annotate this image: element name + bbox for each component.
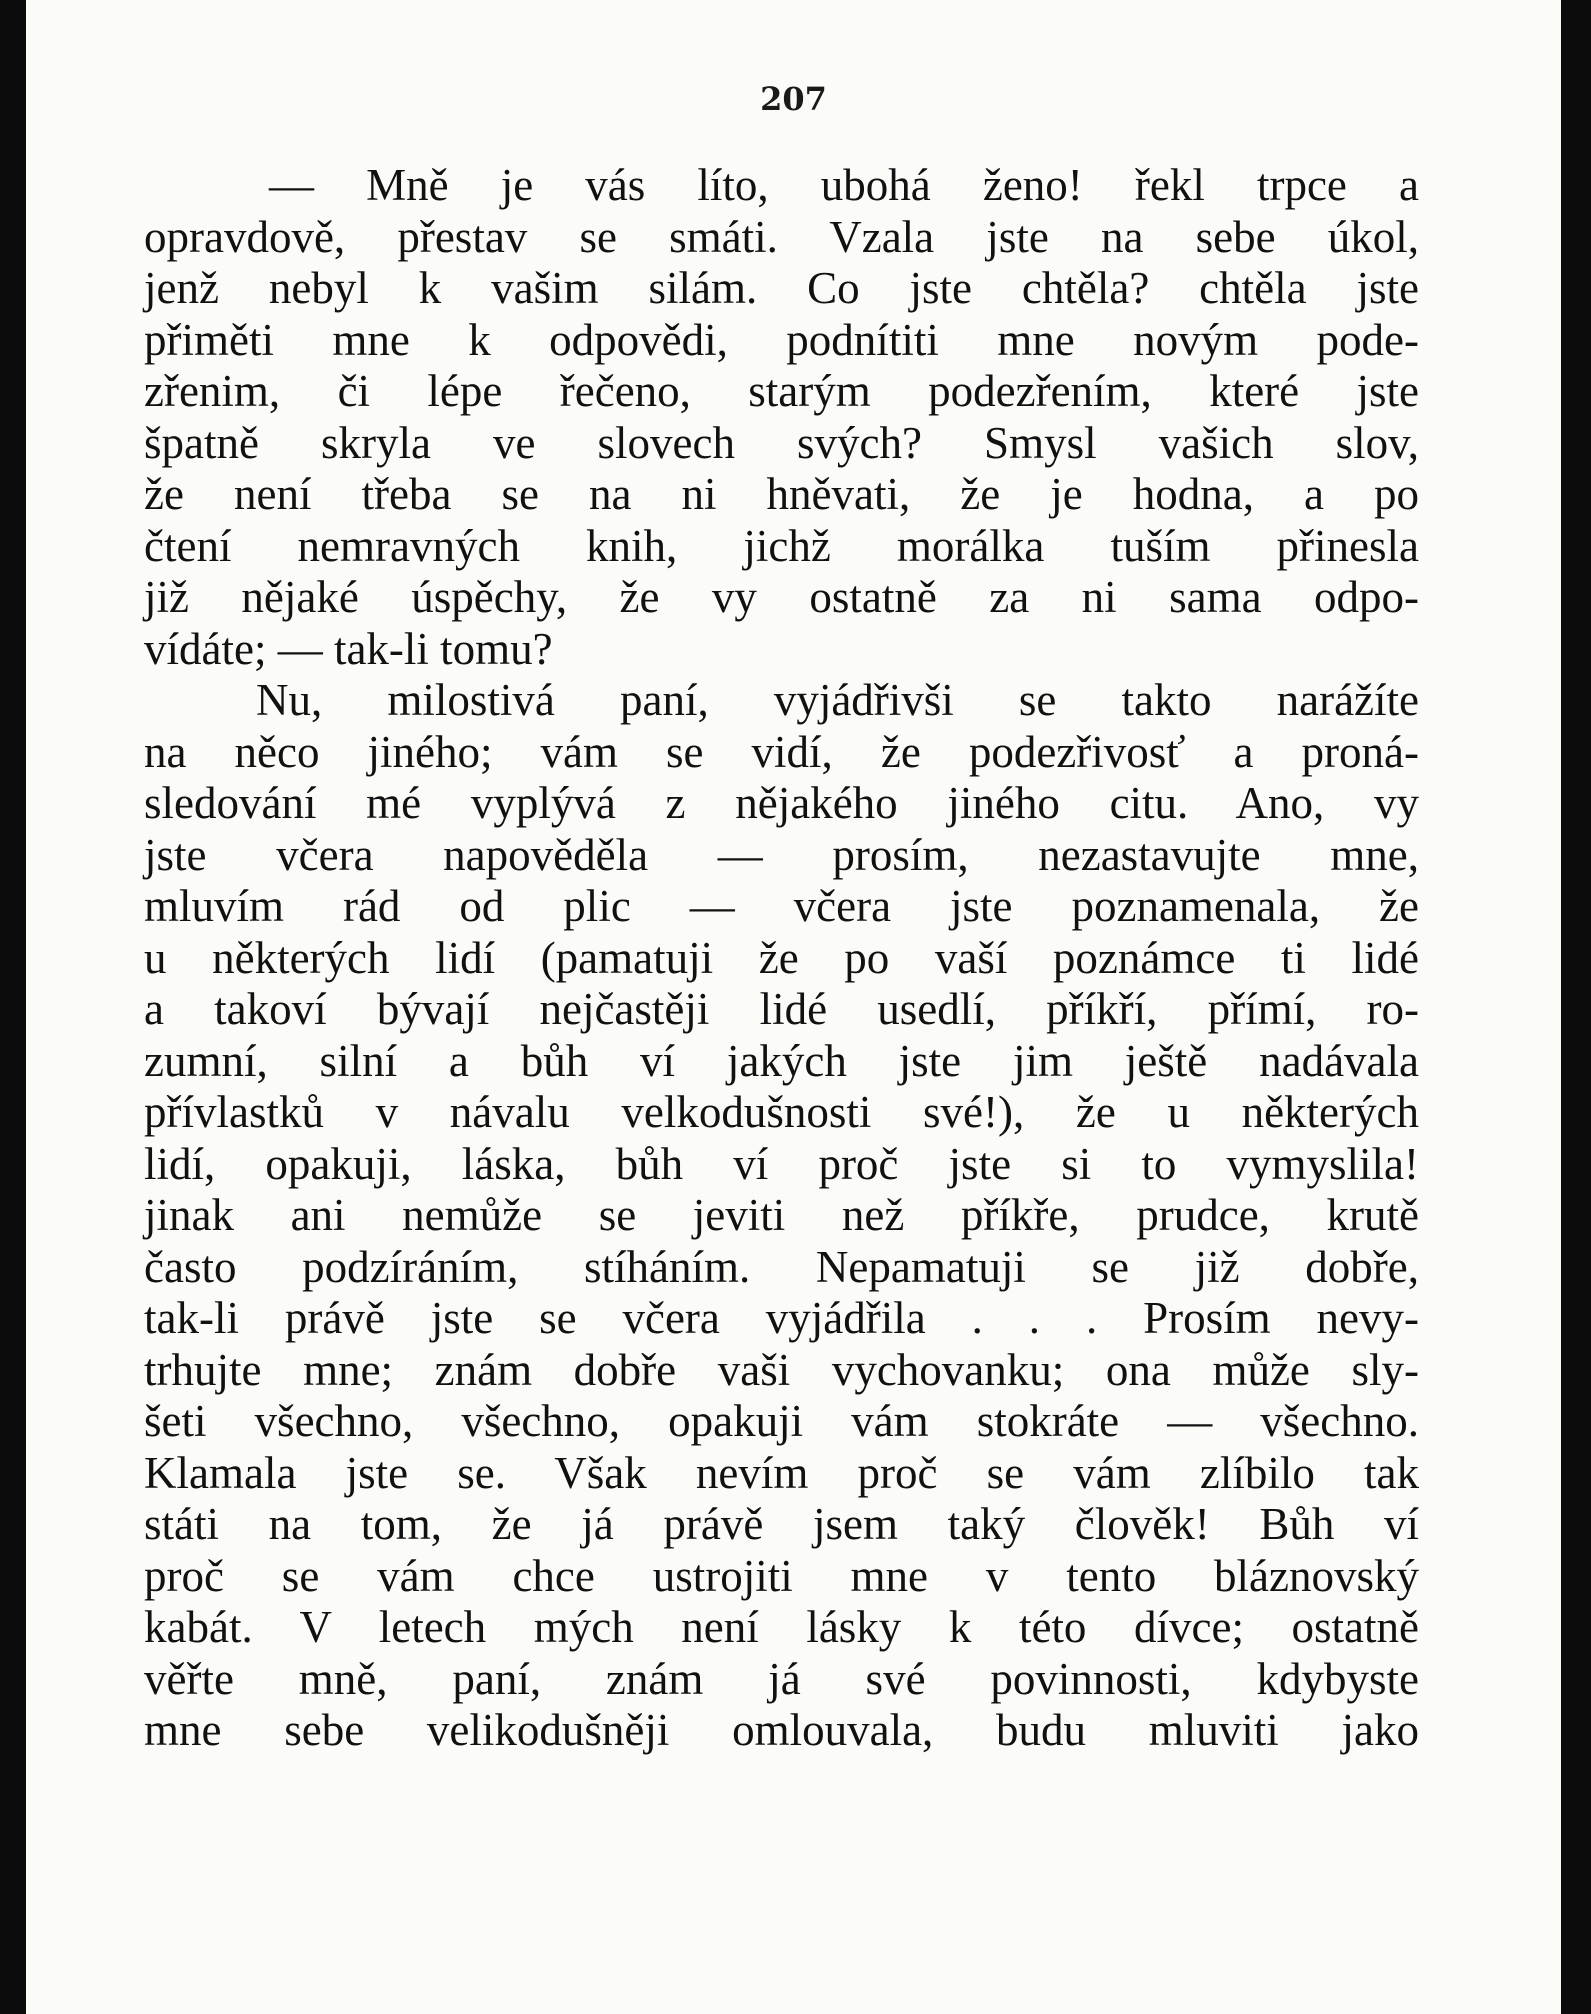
text-line: na něco jiného; vám se vidí, že podezřivosť a proná- <box>144 726 1419 777</box>
text-line: již nějaké úspěchy, že vy ostatně za ni sama odpo- <box>144 572 1419 622</box>
text-line: proč se vám chce ustrojiti mne v tento bláznovský <box>144 1550 1419 1601</box>
text-line: opravdově, přestav se smáti. Vzala jste na sebe úkol, <box>144 211 1419 262</box>
text-line: věřte mně, paní, znám já své povinnosti, kdybyste <box>144 1653 1419 1704</box>
text-line: trhujte mne; znám dobře vaši vychovanku; ona může sly- <box>144 1344 1419 1395</box>
text-line: zumní, silní a bůh ví jakých jste jim ještě nadávala <box>144 1035 1419 1086</box>
text-line: tak-li právě jste se včera vyjádřila . . . Prosím nevy- <box>144 1293 1419 1343</box>
text-line: přívlastků v návalu velkodušnosti své!), že u některých <box>144 1087 1419 1137</box>
text-line: sledování mé vyplývá z nějakého jiného citu. Ano, vy <box>144 778 1419 828</box>
text-line: vídáte; — tak-li tomu? <box>144 623 553 674</box>
text-line: špatně skryla ve slovech svých? Smysl vašich slov, <box>144 417 1419 468</box>
text-line: jste včera napověděla — prosím, nezastavujte mne, <box>144 829 1419 880</box>
book-page <box>26 0 1561 2014</box>
text-line: kabát. V letech mých není lásky k této dívce; ostatně <box>144 1602 1419 1652</box>
paragraph-1 <box>144 160 1419 675</box>
text-line: jenž nebyl k vašim silám. Co jste chtěla? chtěla jste <box>144 263 1419 313</box>
text-line: u některých lidí (pamatuji že po vaší poznámce ti lidé <box>144 932 1419 983</box>
page-number: 207 <box>760 80 827 118</box>
text-line: že není třeba se na ni hněvati, že je hodna, a po <box>144 469 1419 519</box>
text-line: mluvím rád od plic — včera jste poznamenala, že <box>144 881 1419 931</box>
text-line: lidí, opakuji, láska, bůh ví proč jste si to vymyslila! <box>144 1138 1419 1189</box>
text-line: státi na tom, že já právě jsem taký člověk! Bůh ví <box>144 1499 1419 1549</box>
text-line: Nu, milostivá paní, vyjádřivši se takto narážíte <box>256 675 1419 725</box>
text-line: přiměti mne k odpovědi, podnítiti mne novým pode- <box>144 314 1419 365</box>
text-line: — Mně je vás líto, ubohá ženo! řekl trpce a <box>269 160 1419 210</box>
text-line: Klamala jste se. Však nevím proč se vám zlíbilo tak <box>144 1447 1419 1498</box>
text-line: a takoví bývají nejčastěji lidé usedlí, příkří, přímí, ro- <box>144 984 1419 1034</box>
text-line: šeti všechno, všechno, opakuji vám stokráte — všechno. <box>144 1396 1419 1446</box>
text-line: čtení nemravných knih, jichž morálka tuším přinesla <box>144 520 1419 571</box>
text-line: zřenim, či lépe řečeno, starým podezřením, které jste <box>144 366 1419 416</box>
text-line: často podzíráním, stíháním. Nepamatuji se již dobře, <box>144 1241 1419 1292</box>
text-line: mne sebe velikodušněji omlouvala, budu mluviti jako <box>144 1705 1419 1755</box>
paragraph-2 <box>144 675 1419 1757</box>
text-line: jinak ani nemůže se jeviti než příkře, prudce, krutě <box>144 1190 1419 1240</box>
body-text <box>144 160 1419 1757</box>
